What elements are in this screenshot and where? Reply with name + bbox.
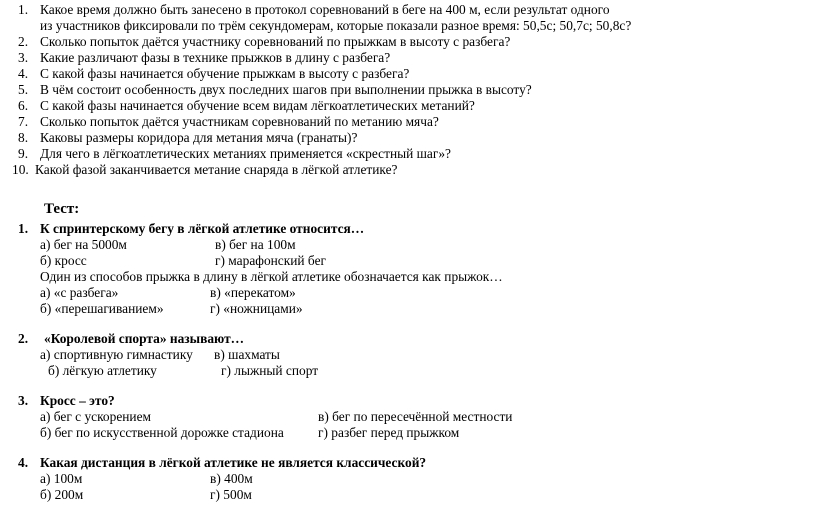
question-text: С какой фазы начинается обучение всем видам лёгкоатлетических метаний? (40, 98, 475, 113)
answer-option-a: а) 100м (40, 471, 83, 486)
answer-option-b: б) бег по искусственной дорожке стадиона (40, 425, 284, 440)
answer-option-a: а) спортивную гимнастику (40, 347, 193, 362)
question-number: 1. (18, 2, 29, 17)
question-text: Какое время должно быть занесено в протокол соревнований в беге на 400 м, если результат одного (40, 2, 610, 17)
sub-answer-option-g: г) «ножницами» (210, 301, 303, 316)
answer-option-b: б) лёгкую атлетику (48, 363, 157, 378)
answer-option-g: г) 500м (210, 487, 252, 502)
sub-question-text: Один из способов прыжка в длину в лёгкой атлетике обозначается как прыжок… (40, 269, 503, 284)
test-question-number: 2. (18, 331, 29, 346)
question-text: Какие различают фазы в технике прыжков в длину с разбега? (40, 50, 391, 65)
question-text: Сколько попыток даётся участнику соревнований по прыжкам в высоту с разбега? (40, 34, 511, 49)
question-text: Сколько попыток даётся участникам соревнований по метанию мяча? (40, 114, 439, 129)
test-question-number: 1. (18, 221, 29, 236)
question-number: 3. (18, 50, 29, 65)
question-text: В чём состоит особенность двух последних шагов при выполнении прыжка в высоту? (40, 82, 532, 97)
answer-option-a: а) бег с ускорением (40, 409, 152, 424)
question-text-continued: из участников фиксировали по трём секундомерам, которые показали разное время: 50,5с; 50,7с; 50,8с? (40, 18, 632, 33)
question-text: С какой фазы начинается обучение прыжкам в высоту с разбега? (40, 66, 410, 81)
answer-option-g: г) лыжный спорт (221, 363, 319, 378)
question-number: 9. (18, 146, 29, 161)
test-title: Тест: (44, 201, 80, 217)
sub-answer-option-v: в) «перекатом» (210, 285, 296, 300)
answer-option-v: в) 400м (210, 471, 253, 486)
question-number: 4. (18, 66, 29, 81)
test-question-text: К спринтерскому бегу в лёгкой атлетике относится… (40, 221, 365, 236)
test-question-number: 4. (18, 455, 29, 470)
answer-option-a: а) бег на 5000м (40, 237, 127, 252)
answer-option-v: в) шахматы (214, 347, 280, 362)
question-text: Для чего в лёгкоатлетических метаниях применяется «скрестный шаг»? (40, 146, 452, 161)
question-number: 8. (18, 130, 29, 145)
question-number: 6. (18, 98, 29, 113)
test-question-text: Какая дистанция в лёгкой атлетике не является классической? (40, 455, 427, 470)
sub-answer-option-b: б) «перешагиванием» (40, 301, 164, 316)
sub-answer-option-a: а) «с разбега» (40, 285, 119, 300)
question-number: 7. (18, 114, 29, 129)
question-text: Каковы размеры коридора для метания мяча (гранаты)? (40, 130, 358, 145)
question-number: 2. (18, 34, 29, 49)
answer-option-b: б) 200м (40, 487, 84, 502)
test-question-text: «Королевой спорта» называют… (44, 331, 245, 346)
answer-option-v: в) бег по пересечённой местности (318, 409, 513, 424)
question-number: 5. (18, 82, 29, 97)
question-text: Какой фазой заканчивается метание снаряда в лёгкой атлетике? (35, 162, 398, 177)
test-question-number: 3. (18, 393, 29, 408)
answer-option-g: г) марафонский бег (215, 253, 327, 268)
answer-option-b: б) кросс (40, 253, 87, 268)
test-question-text: Кросс – это? (40, 393, 115, 408)
question-number: 10. (12, 162, 29, 177)
answer-option-g: г) разбег перед прыжком (318, 425, 460, 440)
answer-option-v: в) бег на 100м (215, 237, 296, 252)
